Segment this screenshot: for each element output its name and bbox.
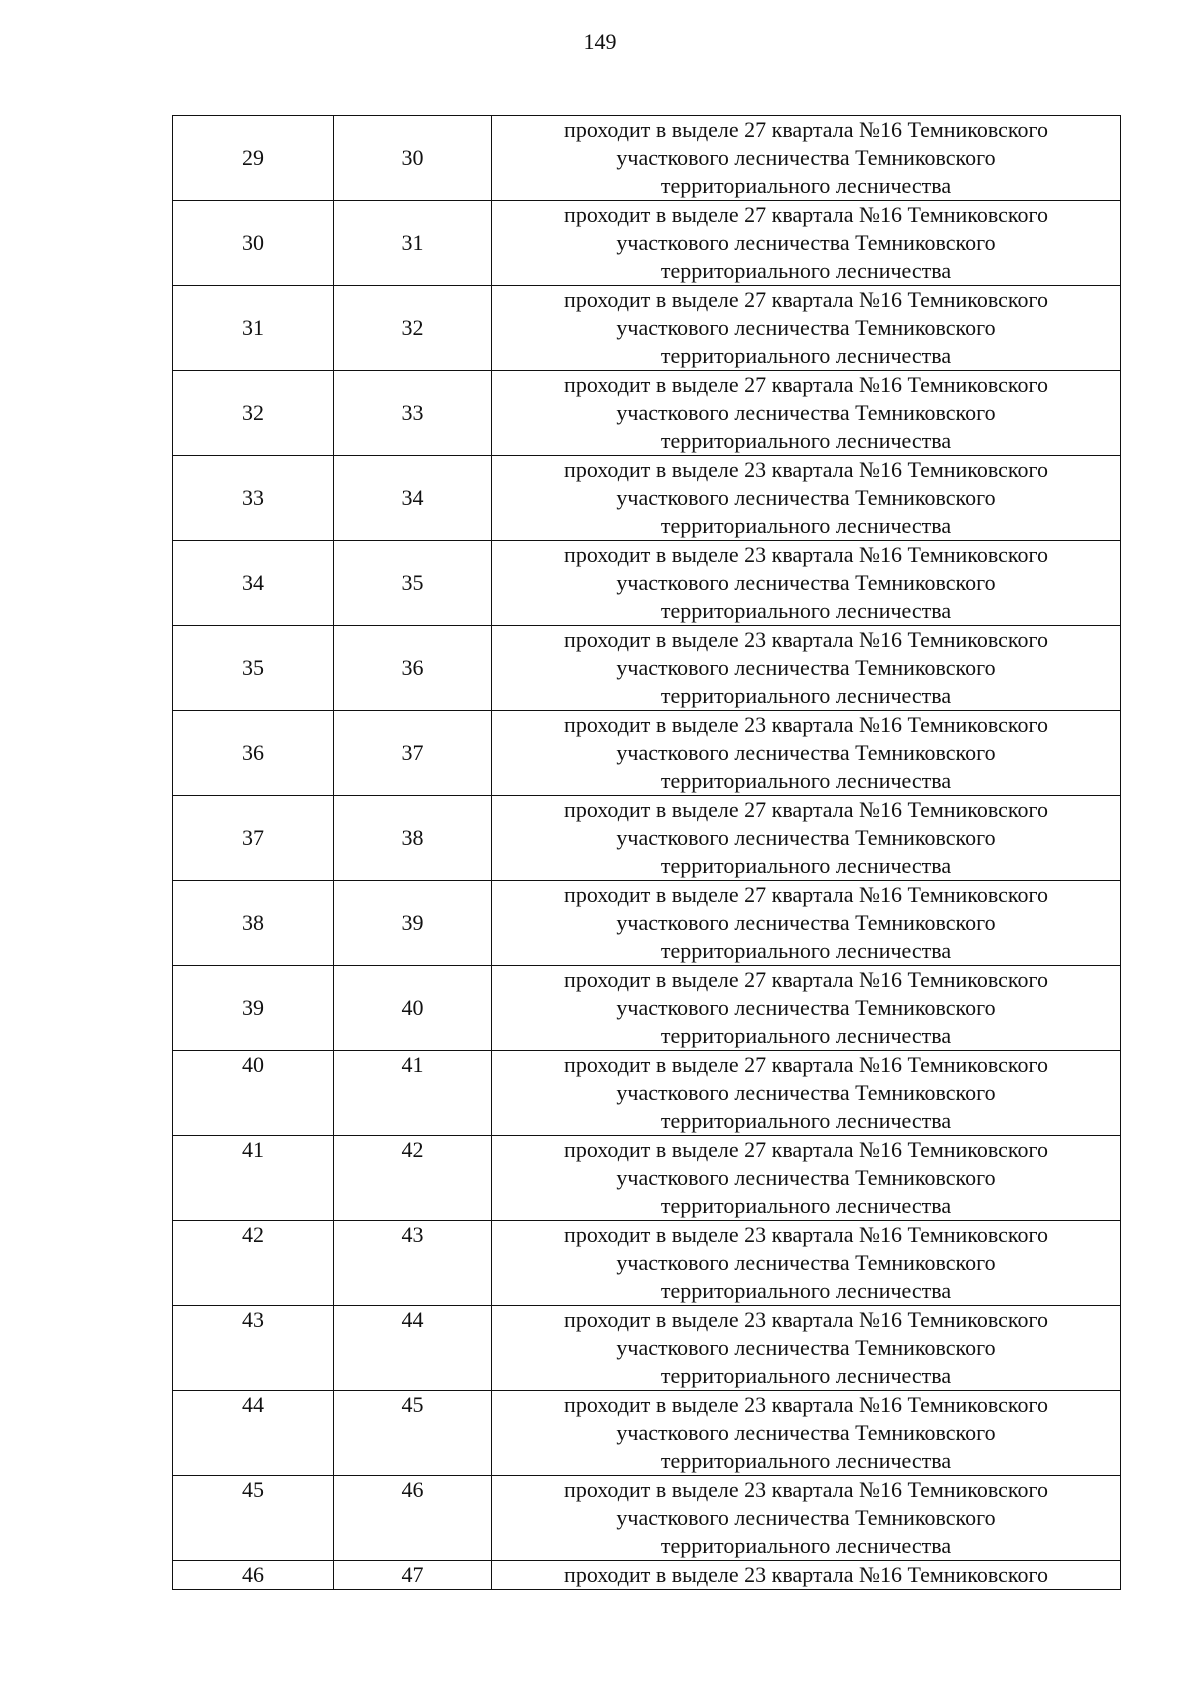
point-to-cell: 35 xyxy=(334,541,492,626)
point-from-cell: 38 xyxy=(173,881,334,966)
description-line: участкового лесничества Темниковского xyxy=(616,995,996,1020)
boundary-description-cell xyxy=(492,1221,1121,1306)
point-from-cell: 34 xyxy=(173,541,334,626)
point-from-cell: 41 xyxy=(173,1136,334,1221)
description-line: территориального лесничества xyxy=(660,258,952,283)
table-row xyxy=(173,286,1121,371)
boundary-table xyxy=(172,115,1121,1590)
description-line: территориального лесничества xyxy=(660,1023,952,1048)
description-line: территориального лесничества xyxy=(660,1278,952,1303)
description-line: участкового лесничества Темниковского xyxy=(616,1335,996,1360)
description-line: участкового лесничества Темниковского xyxy=(616,1505,996,1530)
description-line: проходит в выделе 23 квартала №16 Темниковского xyxy=(564,1307,1048,1332)
table-row xyxy=(173,116,1121,201)
description-line: территориального лесничества xyxy=(660,1108,952,1133)
description-line: участкового лесничества Темниковского xyxy=(616,400,996,425)
boundary-description-cell xyxy=(492,1476,1121,1561)
description-line: территориального лесничества xyxy=(660,938,952,963)
point-to-cell: 46 xyxy=(334,1476,492,1561)
point-from-cell: 37 xyxy=(173,796,334,881)
point-from-cell: 45 xyxy=(173,1476,334,1561)
point-to-cell: 32 xyxy=(334,286,492,371)
description-line: проходит в выделе 23 квартала №16 Темниковского xyxy=(564,1562,1048,1587)
point-from-cell: 33 xyxy=(173,456,334,541)
description-line: участкового лесничества Темниковского xyxy=(616,230,996,255)
point-to-cell: 42 xyxy=(334,1136,492,1221)
table-row xyxy=(173,201,1121,286)
description-line: территориального лесничества xyxy=(660,683,952,708)
point-from-cell: 40 xyxy=(173,1051,334,1136)
point-to-cell: 36 xyxy=(334,626,492,711)
description-line: проходит в выделе 23 квартала №16 Темниковского xyxy=(564,457,1048,482)
description-line: территориального лесничества xyxy=(660,853,952,878)
point-from-cell: 39 xyxy=(173,966,334,1051)
point-from-cell: 35 xyxy=(173,626,334,711)
point-to-cell: 43 xyxy=(334,1221,492,1306)
description-line: проходит в выделе 23 квартала №16 Темниковского xyxy=(564,712,1048,737)
description-line: проходит в выделе 27 квартала №16 Темниковского xyxy=(564,882,1048,907)
description-line: территориального лесничества xyxy=(660,1193,952,1218)
boundary-description-cell xyxy=(492,881,1121,966)
description-line: территориального лесничества xyxy=(660,343,952,368)
point-to-cell: 37 xyxy=(334,711,492,796)
table-row xyxy=(173,1306,1121,1391)
point-from-cell: 42 xyxy=(173,1221,334,1306)
point-from-cell: 29 xyxy=(173,116,334,201)
description-line: проходит в выделе 27 квартала №16 Темниковского xyxy=(564,117,1048,142)
description-line: участкового лесничества Темниковского xyxy=(616,570,996,595)
point-to-cell: 45 xyxy=(334,1391,492,1476)
description-line: территориального лесничества xyxy=(660,1448,952,1473)
point-from-cell: 43 xyxy=(173,1306,334,1391)
description-line: территориального лесничества xyxy=(660,598,952,623)
description-line: территориального лесничества xyxy=(660,768,952,793)
table-row xyxy=(173,711,1121,796)
description-line: участкового лесничества Темниковского xyxy=(616,1165,996,1190)
boundary-description-cell xyxy=(492,286,1121,371)
table-row xyxy=(173,1221,1121,1306)
table-row xyxy=(173,796,1121,881)
table-row xyxy=(173,1476,1121,1561)
description-line: проходит в выделе 27 квартала №16 Темниковского xyxy=(564,1052,1048,1077)
description-line: проходит в выделе 27 квартала №16 Темниковского xyxy=(564,372,1048,397)
boundary-description-cell xyxy=(492,1391,1121,1476)
point-from-cell: 46 xyxy=(173,1561,334,1590)
boundary-description-cell xyxy=(492,1051,1121,1136)
description-line: территориального лесничества xyxy=(660,1363,952,1388)
table-row xyxy=(173,1051,1121,1136)
description-line: участкового лесничества Темниковского xyxy=(616,1080,996,1105)
description-line: участкового лесничества Темниковского xyxy=(616,910,996,935)
boundary-description-cell xyxy=(492,541,1121,626)
boundary-description-cell xyxy=(492,796,1121,881)
point-from-cell: 31 xyxy=(173,286,334,371)
description-line: территориального лесничества xyxy=(660,428,952,453)
description-line: проходит в выделе 27 квартала №16 Темниковского xyxy=(564,797,1048,822)
boundary-description-cell xyxy=(492,626,1121,711)
page-number: 149 xyxy=(583,29,617,54)
description-line: территориального лесничества xyxy=(660,513,952,538)
description-line: участкового лесничества Темниковского xyxy=(616,145,996,170)
point-to-cell: 30 xyxy=(334,116,492,201)
description-line: проходит в выделе 27 квартала №16 Темниковского xyxy=(564,202,1048,227)
point-from-cell: 44 xyxy=(173,1391,334,1476)
point-to-cell: 31 xyxy=(334,201,492,286)
table-row xyxy=(173,371,1121,456)
boundary-description-cell xyxy=(492,966,1121,1051)
table-row xyxy=(173,541,1121,626)
point-to-cell: 33 xyxy=(334,371,492,456)
description-line: участкового лесничества Темниковского xyxy=(616,825,996,850)
description-line: участкового лесничества Темниковского xyxy=(616,655,996,680)
description-line: территориального лесничества xyxy=(660,1533,952,1558)
table-row xyxy=(173,1561,1121,1590)
point-to-cell: 44 xyxy=(334,1306,492,1391)
point-to-cell: 38 xyxy=(334,796,492,881)
point-from-cell: 32 xyxy=(173,371,334,456)
point-to-cell: 41 xyxy=(334,1051,492,1136)
point-from-cell: 36 xyxy=(173,711,334,796)
description-line: участкового лесничества Темниковского xyxy=(616,1420,996,1445)
description-line: проходит в выделе 23 квартала №16 Темниковского xyxy=(564,1477,1048,1502)
point-to-cell: 47 xyxy=(334,1561,492,1590)
table-row xyxy=(173,456,1121,541)
table-row xyxy=(173,1136,1121,1221)
description-line: проходит в выделе 27 квартала №16 Темниковского xyxy=(564,1137,1048,1162)
boundary-description-cell xyxy=(492,1136,1121,1221)
boundary-description-cell xyxy=(492,711,1121,796)
description-line: участкового лесничества Темниковского xyxy=(616,740,996,765)
description-line: территориального лесничества xyxy=(660,173,952,198)
boundary-description-cell xyxy=(492,201,1121,286)
boundary-description-cell xyxy=(492,1306,1121,1391)
boundary-description-cell xyxy=(492,1561,1121,1590)
description-line: проходит в выделе 23 квартала №16 Темниковского xyxy=(564,1392,1048,1417)
description-line: участкового лесничества Темниковского xyxy=(616,315,996,340)
table-row xyxy=(173,626,1121,711)
description-line: участкового лесничества Темниковского xyxy=(616,1250,996,1275)
boundary-table-body xyxy=(173,116,1121,1590)
point-from-cell: 30 xyxy=(173,201,334,286)
description-line: проходит в выделе 27 квартала №16 Темниковского xyxy=(564,287,1048,312)
table-row xyxy=(173,1391,1121,1476)
description-line: участкового лесничества Темниковского xyxy=(616,485,996,510)
description-line: проходит в выделе 23 квартала №16 Темниковского xyxy=(564,1222,1048,1247)
description-line: проходит в выделе 27 квартала №16 Темниковского xyxy=(564,967,1048,992)
table-row xyxy=(173,966,1121,1051)
point-to-cell: 40 xyxy=(334,966,492,1051)
description-line: проходит в выделе 23 квартала №16 Темниковского xyxy=(564,627,1048,652)
table-row xyxy=(173,881,1121,966)
description-line: проходит в выделе 23 квартала №16 Темниковского xyxy=(564,542,1048,567)
point-to-cell: 34 xyxy=(334,456,492,541)
boundary-description-cell xyxy=(492,116,1121,201)
boundary-description-cell xyxy=(492,371,1121,456)
boundary-description-cell xyxy=(492,456,1121,541)
point-to-cell: 39 xyxy=(334,881,492,966)
